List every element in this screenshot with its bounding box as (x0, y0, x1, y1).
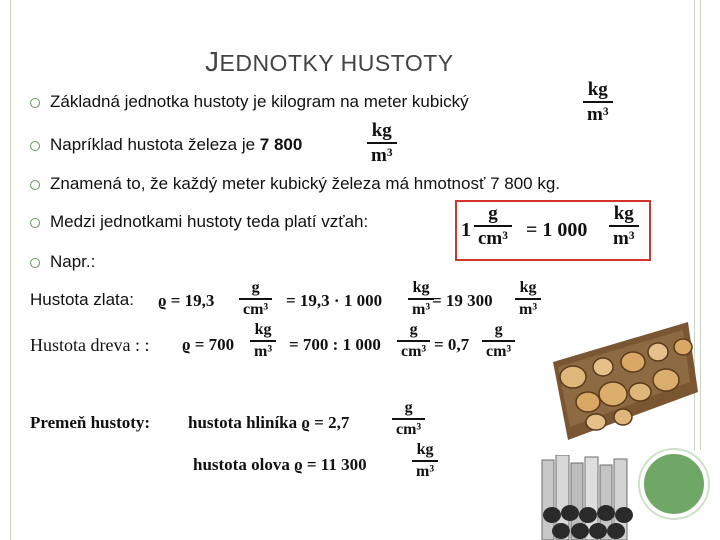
unit-kg-per-m3: kg m³ (408, 280, 434, 318)
decorative-circle (640, 450, 708, 518)
title-rest: EDNOTKY HUSTOTY (219, 50, 454, 76)
unit-numerator: kg (587, 79, 608, 100)
circle-bullet-icon (30, 258, 40, 268)
unit-g-per-cm3: g cm³ (474, 204, 512, 248)
unit-denominator: m³ (587, 103, 609, 125)
slide-title (205, 46, 454, 78)
slide-frame-right-inner (700, 0, 701, 450)
iron-density-value: 7 800 (259, 135, 303, 154)
unit-g-per-cm3: g cm³ (392, 400, 425, 438)
aluminium-density: hustota hliníka ϱ = 2,7 (188, 413, 350, 432)
unit-kg-per-m3: kg m³ (609, 204, 639, 248)
unit-g-per-cm3: g cm³ (239, 280, 272, 318)
unit-g-per-cm3: g cm³ (482, 322, 515, 360)
unit-kg-per-m3: kg m³ (367, 121, 397, 165)
relation-one: 1 (461, 219, 471, 241)
wood-density: ϱ = 700 (182, 335, 235, 354)
wood-conversion: = 700 : 1 000 (289, 335, 381, 354)
wood-label: Hustota dreva : : (30, 335, 150, 355)
bullet-text: Znamená to, že každý meter kubický železa má hmotnosť 7 800 kg. (50, 174, 561, 193)
unit-kg-per-m3: kg m³ (412, 442, 438, 480)
gold-result: = 19 300 (432, 291, 493, 310)
bullet-text: Medzi jednotkami hustoty teda platí vzťah: (50, 212, 369, 231)
gold-conversion: = 19,3 · 1 000 (286, 291, 383, 310)
bullet-text: Napríklad hustota železa je 7 800 (50, 135, 303, 154)
unit-g-per-cm3: g cm³ (397, 322, 430, 360)
circle-bullet-icon (30, 180, 40, 190)
relation-equals: = 1 000 (526, 219, 588, 241)
title-initial: J (205, 46, 220, 77)
lead-density: hustota olova ϱ = 11 300 (193, 455, 367, 474)
wood-logs-image (548, 322, 698, 440)
unit-kg-per-m3: kg m³ (515, 280, 541, 318)
slide-frame-left (10, 0, 11, 540)
bullet-text: Napr.: (50, 252, 96, 271)
circle-bullet-icon (30, 98, 40, 108)
unit-kg-per-m3 (583, 80, 613, 124)
bullet-text: Základná jednotka hustoty je kilogram na meter kubický (50, 92, 469, 111)
circle-bullet-icon (30, 218, 40, 228)
metal-pipes-image (540, 455, 635, 540)
circle-bullet-icon (30, 141, 40, 151)
gold-density: ϱ = 19,3 (158, 291, 215, 310)
gold-label: Hustota zlata: (30, 290, 134, 309)
wood-result: = 0,7 (434, 335, 470, 354)
conversion-heading: Premeň hustoty: (30, 413, 151, 432)
unit-kg-per-m3: kg m³ (250, 322, 276, 360)
